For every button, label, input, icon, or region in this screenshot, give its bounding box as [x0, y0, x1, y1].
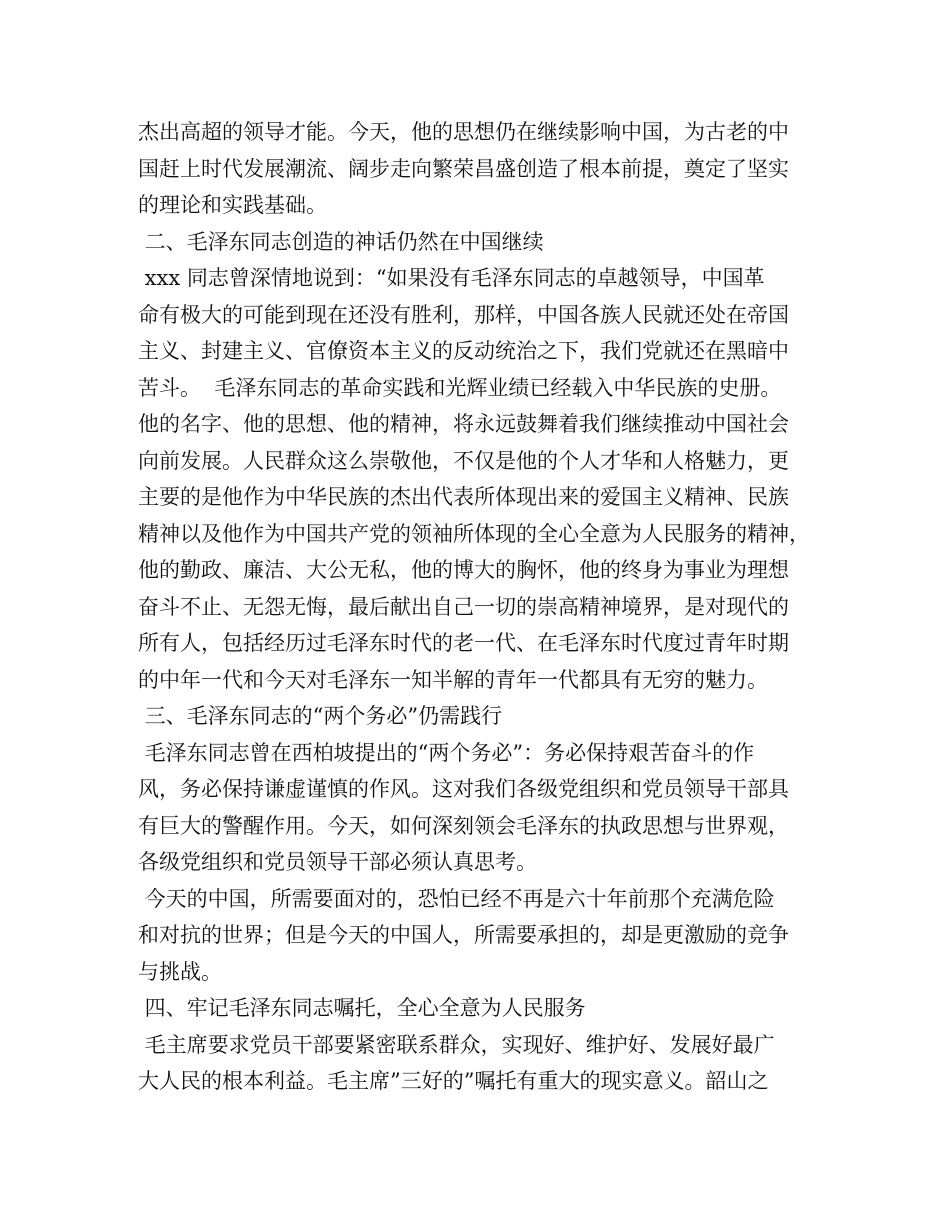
text-line: 主要的是他作为中华民族的杰出代表所体现出来的爱国主义精神、民族	[138, 485, 789, 509]
section-heading: 三、毛泽东同志的“两个务必”仍需践行	[138, 704, 503, 728]
text-line: 大人民的根本利益。毛主席”三好的”嘱托有重大的现实意义。韶山之	[138, 1069, 769, 1093]
text-line: 向前发展。人民群众这么崇敬他，不仅是他的个人才华和人格魅力，更	[138, 448, 789, 473]
document-body	[138, 114, 818, 1100]
text-line: 国赶上时代发展潮流、阔步走向繁荣昌盛创造了根本前提，奠定了坚实	[138, 156, 789, 181]
text-line: 命有极大的可能到现在还没有胜利，那样，中国各族人民就还处在帝国	[138, 302, 789, 327]
text-line: 杰出高超的领导才能。今天，他的思想仍在继续影响中国，为古老的中	[138, 120, 789, 144]
text-line: 的中年一代和今天对毛泽东一知半解的青年一代都具有无穷的魅力。	[138, 667, 768, 692]
text-line: 各级党组织和党员领导干部必须认真思考。	[138, 850, 537, 874]
text-line: 毛泽东同志曾在西柏坡提出的“两个务必”：务必保持艰苦奋斗的作	[138, 740, 755, 765]
section-heading: 二、毛泽东同志创造的神话仍然在中国继续	[138, 229, 544, 254]
text-line: 今天的中国，所需要面对的，恐怕已经不再是六十年前那个充满危险	[138, 886, 775, 911]
text-line: 主义、封建主义、官僚资本主义的反动统治之下，我们党就还在黑暗中	[138, 339, 789, 363]
text-line: 与挑战。	[138, 959, 222, 984]
text-line: 他的名字、他的思想、他的精神，将永远鼓舞着我们继续推动中国社会	[138, 412, 789, 436]
text-line: 奋斗不止、无怨无悔，最后献出自己一切的崇高精神境界，是对现代的	[138, 594, 789, 619]
text-line: 的理论和实践基础。	[138, 193, 327, 217]
text-line: xxx 同志曾深情地说到：“如果没有毛泽东同志的卓越领导，中国革	[138, 266, 765, 290]
text-line: 他的勤政、廉洁、大公无私，他的博大的胸怀，他的终身为事业为理想	[138, 558, 789, 582]
text-line: 和对抗的世界；但是今天的中国人，所需要承担的，却是更激励的竞争	[138, 923, 789, 947]
text-line: 苦斗。 毛泽东同志的革命实践和光辉业绩已经载入中华民族的史册。	[138, 375, 782, 400]
text-line: 有巨大的警醒作用。今天，如何深刻领会毛泽东的执政思想与世界观，	[138, 813, 789, 838]
text-line: 毛主席要求党员干部要紧密联系群众，实现好、维护好、发展好最广	[138, 1032, 775, 1057]
section-heading: 四、牢记毛泽东同志嘱托，全心全意为人民服务	[138, 996, 586, 1020]
text-line: 所有人，包括经历过毛泽东时代的老一代、在毛泽东时代度过青年时期	[138, 631, 789, 655]
text-line: 风，务必保持谦虚谨慎的作风。这对我们各级党组织和党员领导干部具	[138, 777, 789, 801]
text-line: 精神以及他作为中国共产党的领袖所体现的全心全意为人民服务的精神，	[138, 521, 810, 546]
